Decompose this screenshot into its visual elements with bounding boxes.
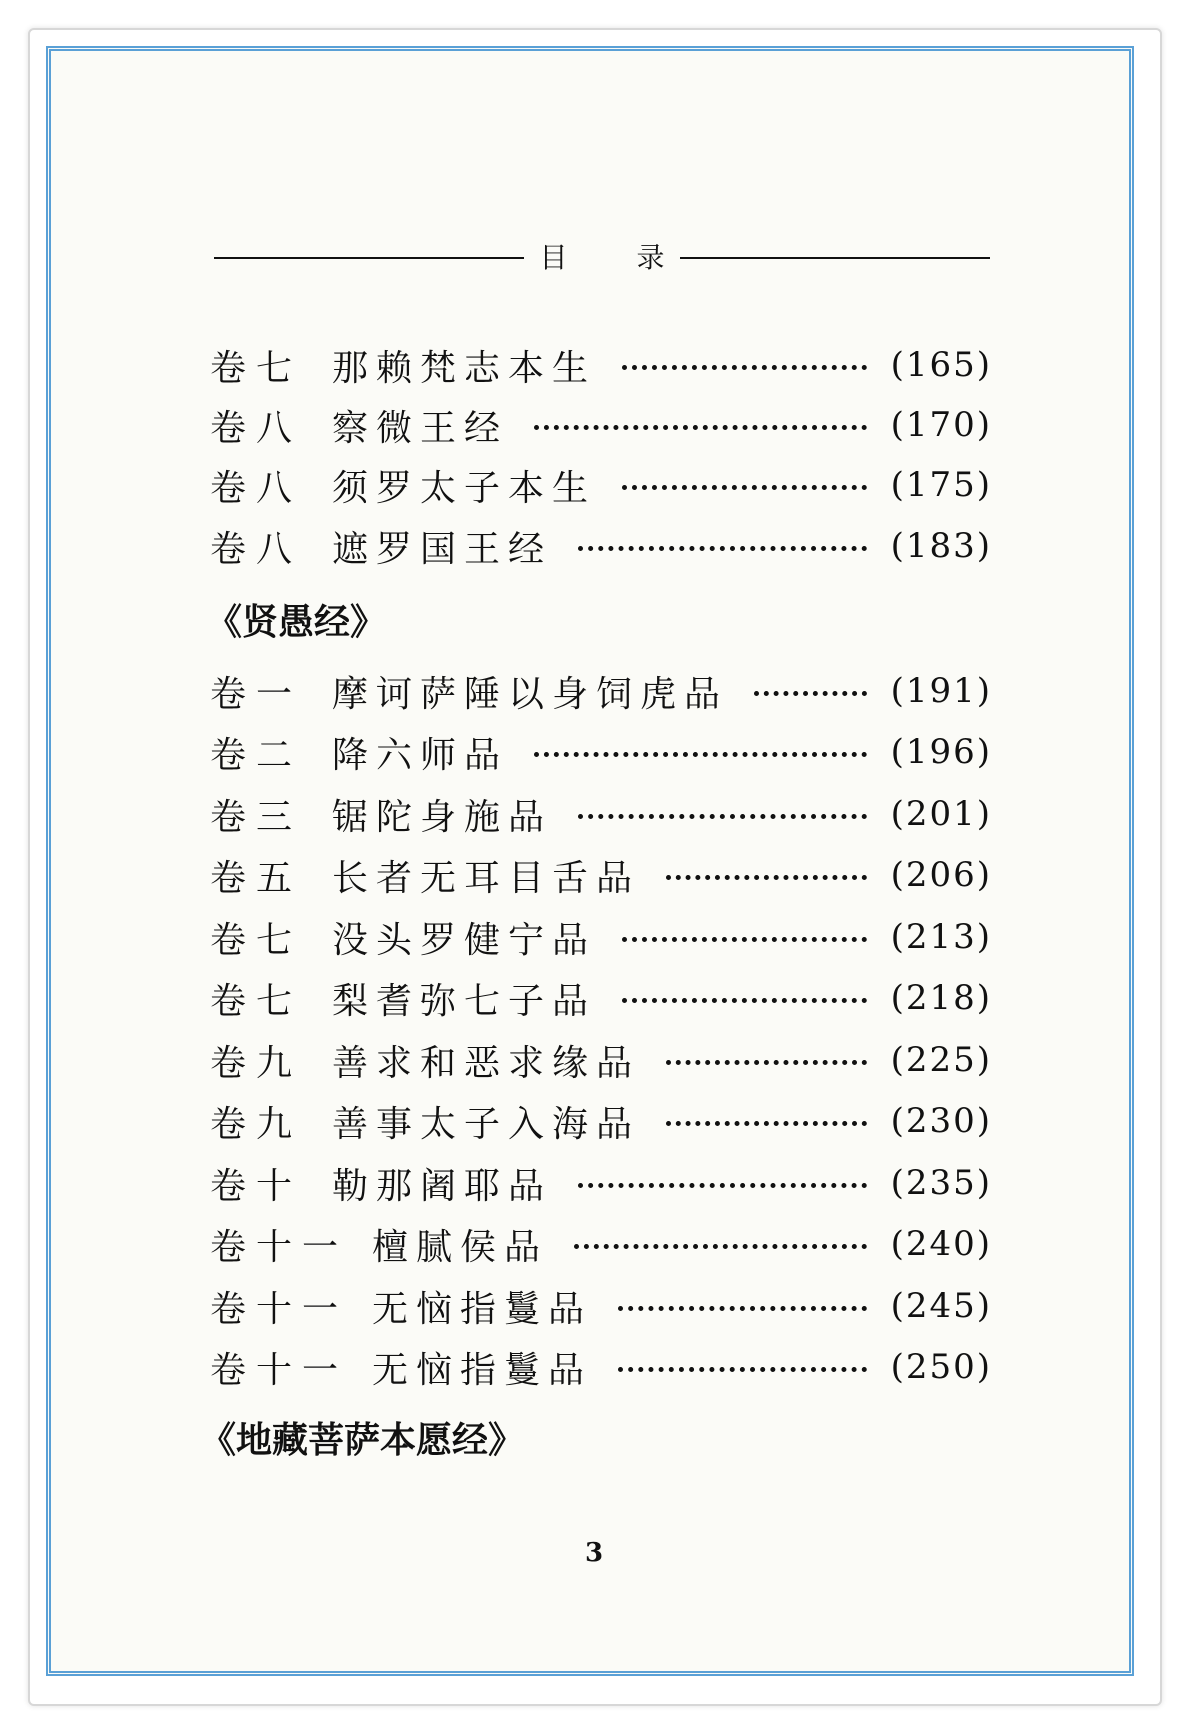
entry-volume: 卷九 [210,1042,303,1084]
entry-title: 长者无耳目舌品 [332,857,641,899]
entry-volume: 卷七 [210,980,303,1022]
toc-entry[interactable] [210,912,992,962]
dot-leader [534,425,867,430]
dot-leader [622,485,867,490]
toc-entry[interactable] [210,521,992,571]
entry-page: (183) [890,526,992,566]
entry-page: (165) [890,345,992,385]
dot-leader [578,546,867,551]
toc-header [214,238,990,278]
entry-volume: 卷九 [210,1103,303,1145]
entry-volume: 卷三 [210,796,303,838]
toc-entry[interactable] [210,727,992,777]
entry-volume: 卷一 [210,673,303,715]
entry-title: 锯陀身施品 [332,796,553,838]
entry-volume: 卷十一 [210,1349,349,1391]
dot-leader [622,998,867,1003]
entry-page: (240) [890,1224,992,1264]
entry-volume: 卷八 [210,407,303,449]
entry-title: 须罗太子本生 [332,467,597,509]
entry-page: (191) [890,671,992,711]
toc-entry[interactable] [210,1096,992,1146]
entry-volume: 卷二 [210,734,303,776]
dot-leader [618,1306,867,1311]
dot-leader [666,1060,867,1065]
entry-volume: 卷七 [210,347,303,389]
toc-entry[interactable] [210,1219,992,1269]
entry-title: 没头罗健宁品 [332,919,597,961]
section-title-dizang: 《地藏菩萨本愿经》 [200,1420,525,1461]
dot-leader [574,1244,867,1249]
toc-entry[interactable] [210,1035,992,1085]
entry-page: (213) [890,917,992,957]
toc-entry[interactable] [210,460,992,510]
dot-leader [666,875,867,880]
entry-title: 那赖梵志本生 [332,347,597,389]
toc-entry[interactable] [210,340,992,390]
entry-page: (206) [890,855,992,895]
entry-title: 勒那阇耶品 [332,1165,553,1207]
toc-title: 目 录 [539,241,695,274]
entry-title: 遮罗国王经 [332,528,553,570]
entry-volume: 卷十一 [210,1226,349,1268]
entry-page: (218) [890,978,992,1018]
dot-leader [622,365,867,370]
entry-title: 善求和恶求缘品 [332,1042,641,1084]
entry-page: (250) [890,1347,992,1387]
entry-page: (225) [890,1040,992,1080]
dot-leader [534,752,867,757]
dot-leader [618,1367,867,1372]
entry-page: (230) [890,1101,992,1141]
dot-leader [754,691,867,696]
dot-leader [578,814,867,819]
entry-title: 善事太子入海品 [332,1103,641,1145]
entry-page: (175) [890,465,992,505]
toc-entry[interactable] [210,1158,992,1208]
toc-entry[interactable] [210,1281,992,1331]
entry-page: (245) [890,1286,992,1326]
entry-volume: 卷八 [210,467,303,509]
dot-leader [578,1183,867,1188]
dot-leader [622,937,867,942]
entry-title: 檀腻侯品 [372,1226,549,1268]
entry-title: 梨耆弥七子品 [332,980,597,1022]
page-number: 3 [584,1538,604,1568]
entry-title: 无恼指鬘品 [372,1288,593,1330]
toc-entry[interactable] [210,400,992,450]
entry-title: 降六师品 [332,734,509,776]
entry-title: 摩诃萨陲以身饲虎品 [332,673,729,715]
toc-entry[interactable] [210,973,992,1023]
toc-entry[interactable] [210,850,992,900]
entry-title: 察微王经 [332,407,509,449]
entry-volume: 卷七 [210,919,303,961]
section-title-xianyu: 《贤愚经》 [206,602,387,643]
entry-volume: 卷五 [210,857,303,899]
entry-page: (201) [890,794,992,834]
toc-entry[interactable] [210,789,992,839]
entry-title: 无恼指鬘品 [372,1349,593,1391]
header-rule-right [680,257,990,259]
entry-volume: 卷十一 [210,1288,349,1330]
toc-entry[interactable] [210,1342,992,1392]
entry-page: (235) [890,1163,992,1203]
dot-leader [666,1121,867,1126]
entry-volume: 卷八 [210,528,303,570]
entry-page: (196) [890,732,992,772]
entry-page: (170) [890,405,992,445]
entry-volume: 卷十 [210,1165,303,1207]
toc-entry[interactable] [210,666,992,716]
